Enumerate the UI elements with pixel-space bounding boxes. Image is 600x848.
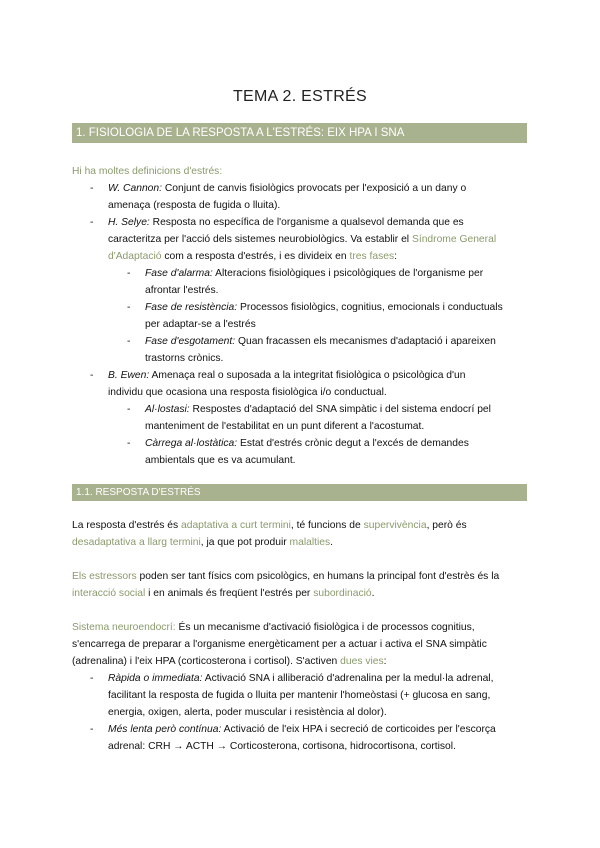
bullet-dash: - xyxy=(90,370,94,381)
paragraph-neuroendocrine xyxy=(72,619,528,670)
p2-text-b: i en animals és freqüent l'estrés per xyxy=(145,588,314,599)
route-fast xyxy=(108,670,528,721)
term-adaptive: adaptativa a curt termini xyxy=(181,520,291,531)
p1-text-a: La resposta d'estrés és xyxy=(72,520,181,531)
cannon-text-1: Conjunt de canvis fisiològics provocats per l'exposició a un dany o xyxy=(162,183,467,194)
phase-exhaustion-term: Fase d'esgotament: xyxy=(145,336,236,347)
selye-text-2: caracteritza per l'acció dels sistemes neurobiològics. Va establir el xyxy=(108,234,412,245)
selye-text-3: com a resposta d'estrés, i es divideix en xyxy=(161,251,350,262)
term-survival: supervivència xyxy=(363,520,427,531)
bullet-ewen xyxy=(108,367,528,401)
allostatic-load xyxy=(145,435,528,469)
phase-resistance-term: Fase de resistència: xyxy=(145,302,238,313)
route-fast-text-1: Activació SNA i alliberació d'adrenalina per la medul·la adrenal, xyxy=(202,673,494,684)
sub-bullet-dash: - xyxy=(127,302,131,313)
phase-alarm-text-2: afrontar l'estrés. xyxy=(145,285,219,296)
term-neuroendocrine: Sistema neuroendocrí: xyxy=(72,622,176,633)
page-title: TEMA 2. ESTRÉS xyxy=(232,88,367,105)
paragraph-stressors xyxy=(72,568,528,602)
term-sga-2: d'Adaptació xyxy=(108,251,162,262)
route-slow-term: Més lenta però contínua: xyxy=(108,724,222,735)
term-subordination: subordinació xyxy=(313,588,372,599)
ewen-text-2: individu que ocasiona una resposta fisiològica i/o conductual. xyxy=(108,387,387,398)
phase-exhaustion xyxy=(145,333,528,367)
p3-text-1: És un mecanisme d'activació fisiològica i de processos cognitius, xyxy=(175,622,475,633)
route-fast-text-2: facilitant la resposta de fugida o lluita per mantenir l'homeòstasi (+ glucosa en sang, xyxy=(108,690,491,701)
section-heading-1-1: 1.1. RESPOSTA D'ESTRÉS xyxy=(72,484,527,501)
allostasis xyxy=(145,401,528,435)
p2-text-c: . xyxy=(371,588,375,599)
term-sga: Síndrome General xyxy=(411,234,497,245)
allostasis-term: Al·lostasi: xyxy=(145,404,190,415)
allostatic-load-text-2: ambientals que es va acumulant. xyxy=(145,455,296,466)
bullet-dash: - xyxy=(90,673,94,684)
p3-text-3: (adrenalina) i l'eix HPA (corticosterona i cortisol). S'activen xyxy=(72,656,341,667)
phase-alarm-text-1: Alteracions fisiològiques i psicològiques de l'organisme per xyxy=(212,268,484,279)
p1-text-c: , però és xyxy=(426,520,467,531)
route-slow xyxy=(108,721,528,755)
p1-text-b: , té funcions de xyxy=(290,520,364,531)
paragraph-response xyxy=(72,517,528,551)
phase-resistance xyxy=(145,299,528,333)
route-slow-text-1: Activació de l'eix HPA i secreció de corticoides per l'escorça xyxy=(221,724,496,735)
term-diseases: malalties xyxy=(289,537,331,548)
p2-text-a: poden ser tant físics com psicològics, en humans la principal font d'estrès és la xyxy=(136,571,500,582)
allostasis-text-2: manteniment de l'estabilitat en un punt diferent a l'acostumat. xyxy=(145,421,425,432)
allostasis-text-1: Respostes d'adaptació del SNA simpàtic i del sistema endocrí pel xyxy=(189,404,491,415)
bullet-cannon xyxy=(108,180,528,214)
term-maladaptive: desadaptativa a llarg termini xyxy=(72,537,201,548)
bullet-dash: - xyxy=(90,217,94,228)
p3-colon: : xyxy=(383,656,387,667)
ewen-text-1: Amenaça real o suposada a la integritat fisiològica o psicològica d'un xyxy=(149,370,466,381)
term-stressors: Els estressors xyxy=(72,571,137,582)
p1-text-e: . xyxy=(330,537,334,548)
sub-bullet-dash: - xyxy=(127,438,131,449)
route-fast-text-3: energia, oxigen, alerta, poder muscular i resistència al dolor). xyxy=(108,707,387,718)
bullet-dash: - xyxy=(90,183,94,194)
p3-text-2: s'encarrega de preparar a l'organisme energèticament per a actuar i activa el SNA simpàtic xyxy=(72,639,487,650)
sub-bullet-dash: - xyxy=(127,336,131,347)
sub-bullet-dash: - xyxy=(127,268,131,279)
intro-line: Hi ha moltes definicions d'estrés: xyxy=(72,166,223,177)
term-social-interaction: interacció social xyxy=(72,588,146,599)
cannon-text-2: amenaça (resposta de fugida o lluita). xyxy=(108,200,281,211)
phase-resistance-text-1: Processos fisiològics, cognitius, emocionals i conductuals xyxy=(237,302,503,313)
term-tres-fases: tres fases xyxy=(349,251,395,262)
allostatic-load-term: Càrrega al·lostàtica: xyxy=(145,438,238,449)
phase-exhaustion-text-2: trastorns crònics. xyxy=(145,353,224,364)
term-two-routes: dues vies xyxy=(340,656,384,667)
phase-resistance-text-2: per adaptar-se a l'estrés xyxy=(145,319,256,330)
phase-alarm xyxy=(145,265,528,299)
route-fast-term: Ràpida o immediata: xyxy=(108,673,203,684)
colon: : xyxy=(394,251,397,262)
author-selye: H. Selye: xyxy=(108,217,150,228)
phase-exhaustion-text-1: Quan fracassen els mecanismes d'adaptació i apareixen xyxy=(235,336,496,347)
allostatic-load-text-1: Estat d'estrés crònic degut a l'excés de demandes xyxy=(237,438,469,449)
selye-text-1: Resposta no específica de l'organisme a qualsevol demanda que es xyxy=(149,217,464,228)
route-slow-text-2: adrenal: CRH → ACTH → Corticosterona, cortisona, hidrocortisona, cortisol. xyxy=(108,741,456,752)
phase-alarm-term: Fase d'alarma: xyxy=(145,268,213,279)
sub-bullet-dash: - xyxy=(127,404,131,415)
section-heading-1: 1. FISIOLOGIA DE LA RESPOSTA A L'ESTRÉS: EIX HPA I SNA xyxy=(72,123,527,143)
author-cannon: W. Cannon: xyxy=(108,183,162,194)
p1-text-d: , ja que pot produir xyxy=(200,537,290,548)
author-ewen: B. Ewen: xyxy=(108,370,150,381)
bullet-dash: - xyxy=(90,724,94,735)
bullet-selye xyxy=(108,214,528,265)
